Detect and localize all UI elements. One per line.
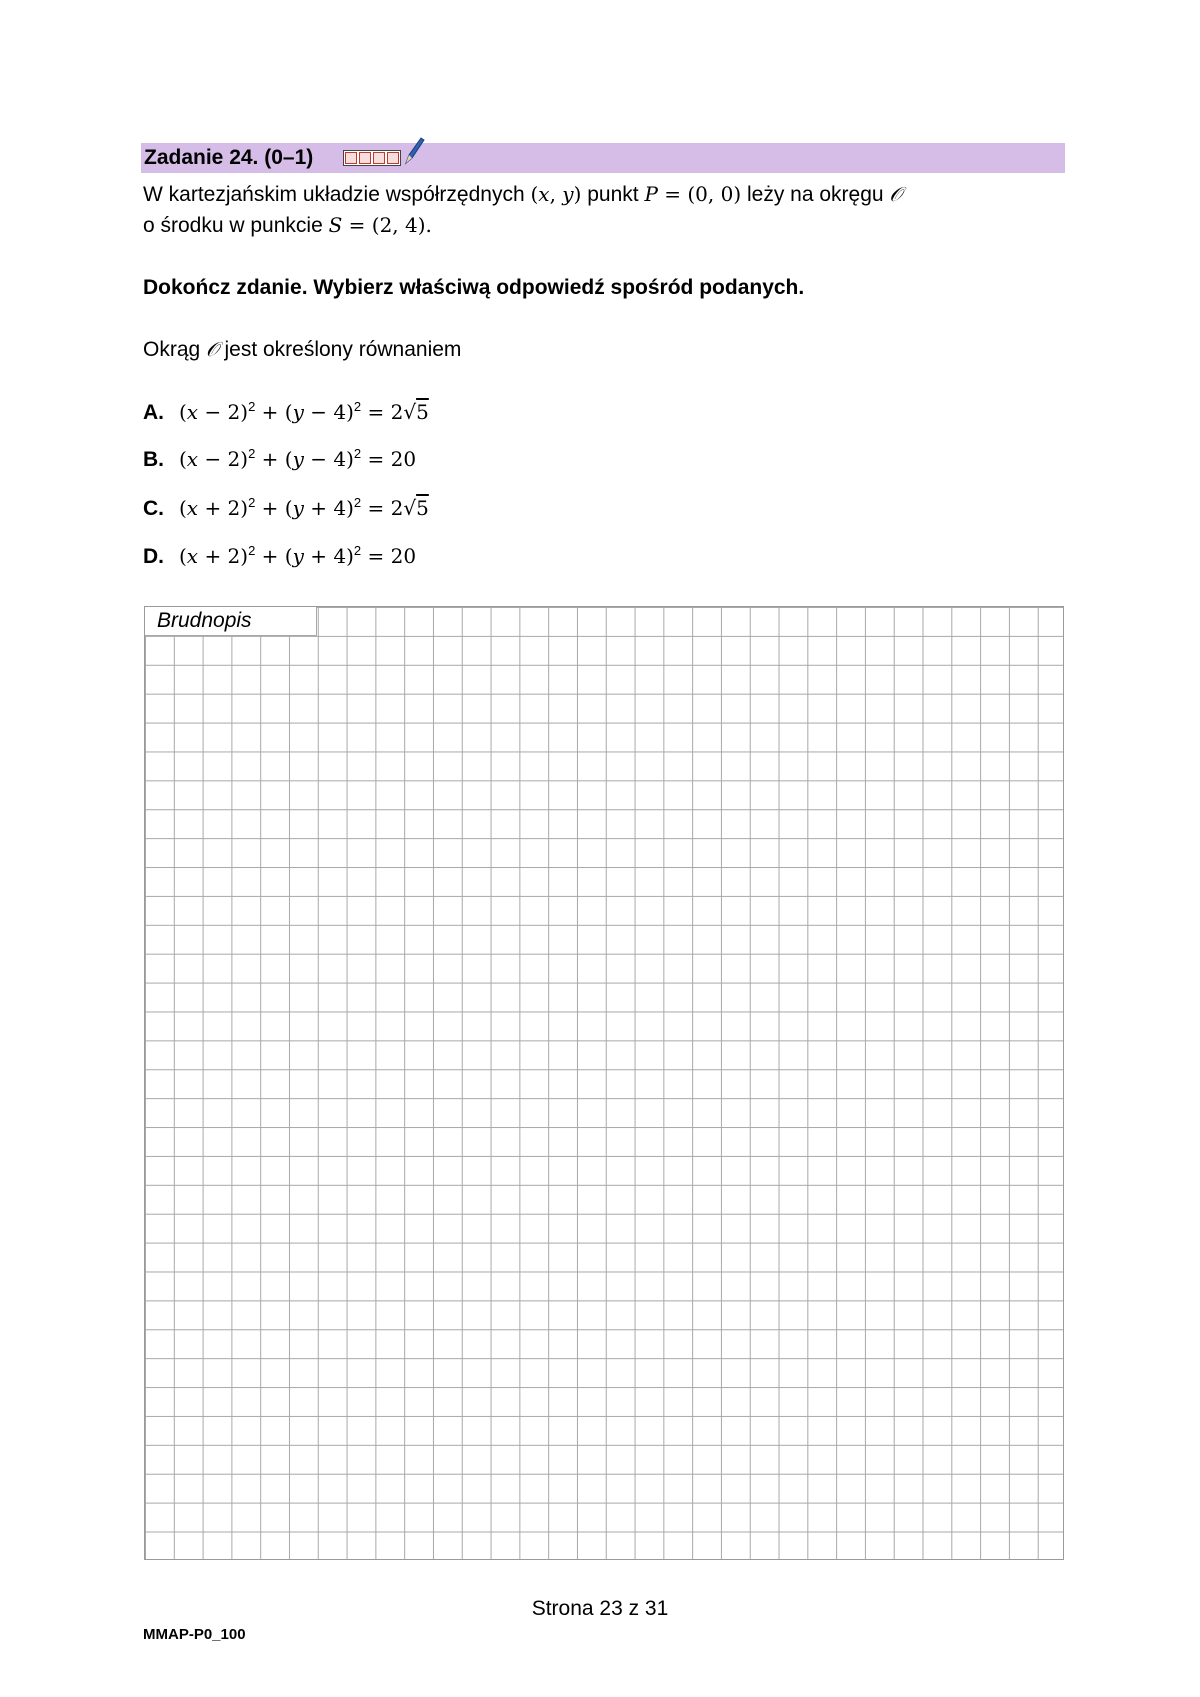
page-number: Strona 23 z 31 (531, 1597, 669, 1620)
pen-icon (403, 136, 425, 166)
intro-line-1: W kartezjańskim układzie współrzędnych (𝑥, 𝑦) punkt 𝑃 = (0, 0) leży na okręgu 𝒪 (143, 182, 903, 206)
task-skill-badge (343, 150, 401, 166)
scratch-label: Brudnopis (157, 609, 252, 632)
instruction: Dokończ zdanie. Wybierz właściwą odpowiedź spośród podanych. (143, 276, 805, 299)
option-a[interactable]: A. (𝑥 − 2)$^2$ + (𝑦 − 4)$^2$ = 2√5 (143, 399, 429, 424)
option-d[interactable]: D. (𝑥 + 2)$^2$ + (𝑦 + 4)$^2$ = 20 (143, 543, 417, 568)
question-stem: Okrąg 𝒪 jest określony równaniem (143, 337, 462, 361)
option-c[interactable]: C. (𝑥 + 2)$^2$ + (𝑦 + 4)$^2$ = 2√5 (143, 495, 429, 520)
scratch-grid[interactable] (144, 606, 1064, 1560)
task-title: Zadanie 24. (0–1) (144, 146, 314, 169)
exam-code: MMAP-P0_100 (143, 1626, 246, 1643)
option-b[interactable]: B. (𝑥 − 2)$^2$ + (𝑦 − 4)$^2$ = 20 (143, 446, 417, 471)
intro-line-2: o środku w punkcie 𝑆 = (2, 4). (143, 213, 432, 237)
task-header (141, 143, 1065, 173)
scratch-label-cell (145, 607, 317, 636)
